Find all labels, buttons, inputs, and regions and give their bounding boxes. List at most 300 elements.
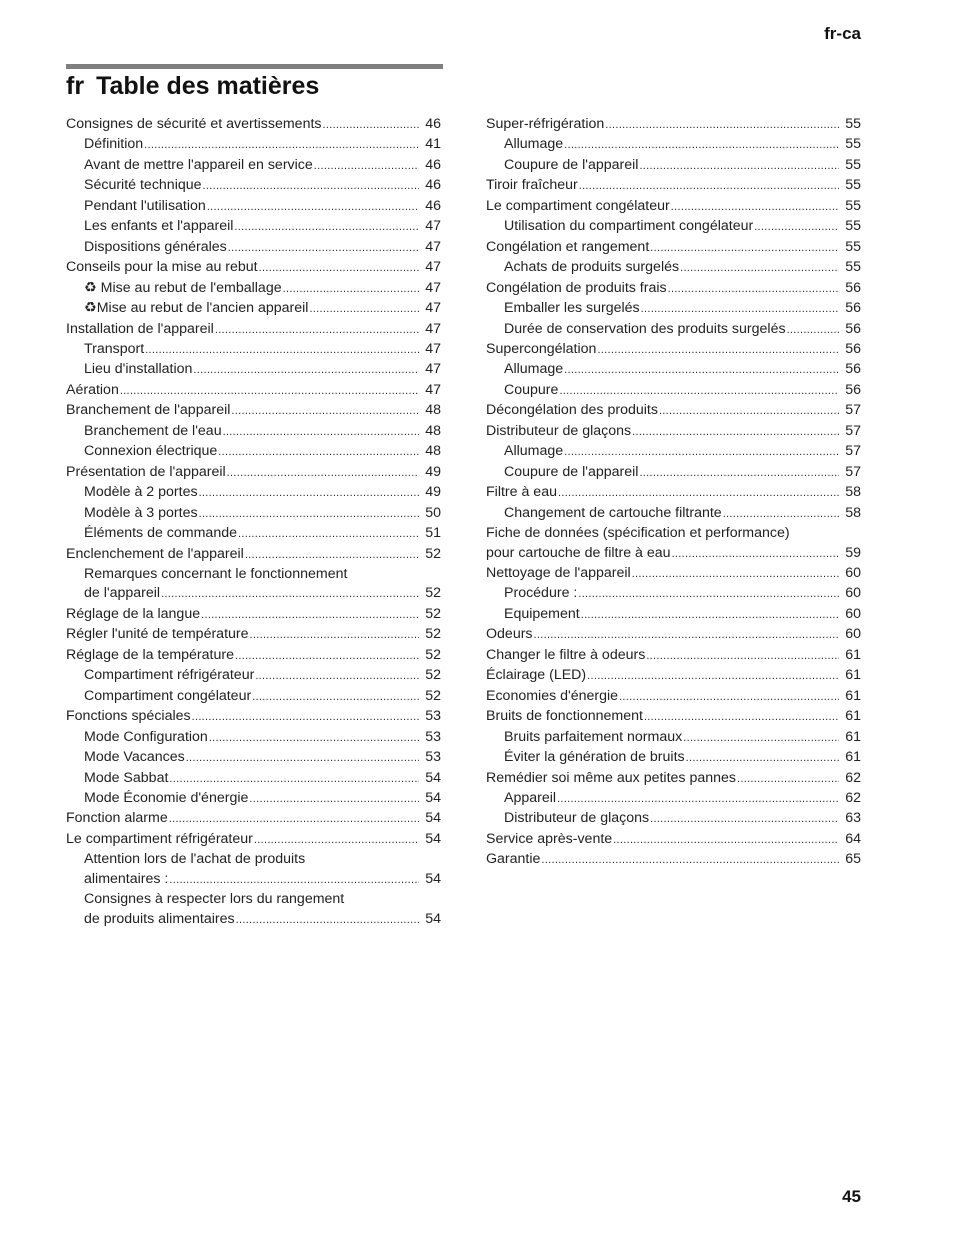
toc-entry[interactable] xyxy=(66,115,441,135)
toc-entry[interactable] xyxy=(66,748,441,768)
toc-entry-first-line[interactable]: Fiche de données (spécification et performance) xyxy=(486,525,790,542)
dot-leader xyxy=(144,136,419,155)
toc-entry[interactable] xyxy=(66,870,441,890)
toc-entry[interactable] xyxy=(486,340,861,360)
toc-entry-first-line[interactable]: Attention lors de l'achat de produits xyxy=(84,851,306,868)
dot-leader xyxy=(192,708,419,727)
toc-entry-label: Achats de produits surgelés xyxy=(504,259,680,276)
toc-entry[interactable] xyxy=(66,646,441,666)
toc-entry[interactable] xyxy=(486,850,861,870)
toc-entry-label: Fonction alarme xyxy=(66,810,168,827)
dot-leader xyxy=(639,464,839,483)
toc-entry-page: 47 xyxy=(425,381,441,398)
dot-leader xyxy=(671,198,839,217)
toc-entry-page: 52 xyxy=(425,605,441,622)
toc-entry-page: 52 xyxy=(425,667,441,684)
toc-entry[interactable] xyxy=(486,463,861,483)
toc-entry[interactable] xyxy=(66,910,441,930)
toc-entry-page: 63 xyxy=(845,810,861,827)
toc-entry-label: Durée de conservation des produits surgelés xyxy=(504,320,786,337)
toc-entry-label: Super-réfrigération xyxy=(486,116,605,132)
toc-entry[interactable] xyxy=(66,360,441,380)
toc-entry-label: Éléments de commande xyxy=(84,525,237,542)
dot-leader xyxy=(235,647,419,666)
toc-entry-page: 47 xyxy=(425,300,441,317)
toc-entry-page: 58 xyxy=(845,504,861,521)
toc-entry-label: Mode Sabbat xyxy=(84,769,169,786)
toc-entry-page: 47 xyxy=(425,279,441,296)
toc-entry-page: 55 xyxy=(845,259,861,276)
toc-column-right xyxy=(486,115,861,871)
toc-entry-page: 60 xyxy=(845,564,861,581)
toc-entry[interactable] xyxy=(66,279,441,299)
toc-entry-label: de produits alimentaires xyxy=(84,910,235,927)
toc-entry-page: 65 xyxy=(845,851,861,868)
toc-entry-page: 48 xyxy=(425,443,441,460)
dot-leader xyxy=(223,423,419,442)
toc-entry[interactable] xyxy=(66,483,441,503)
toc-entry-page: 48 xyxy=(425,402,441,419)
toc-entry[interactable] xyxy=(486,238,861,258)
toc-entry[interactable] xyxy=(66,769,441,789)
toc-entry[interactable] xyxy=(486,381,861,401)
toc-entry-page: 55 xyxy=(845,238,861,255)
dot-leader xyxy=(723,505,839,524)
toc-entry[interactable] xyxy=(66,830,441,850)
toc-entry[interactable] xyxy=(66,524,441,544)
toc-entry-page: 62 xyxy=(845,789,861,806)
toc-entry-label: Allumage xyxy=(504,443,564,460)
toc-entry[interactable] xyxy=(486,748,861,768)
dot-leader xyxy=(249,790,419,809)
dot-leader xyxy=(199,505,419,524)
toc-entry-label: ♻Mise au rebut de l'ancien appareil xyxy=(84,300,309,317)
toc-entry-page: 49 xyxy=(425,484,441,501)
toc-entry-label: Dispositions générales xyxy=(84,238,227,255)
toc-entry[interactable] xyxy=(66,320,441,340)
dot-leader xyxy=(754,218,839,237)
toc-entry[interactable] xyxy=(66,687,441,707)
toc-entry[interactable] xyxy=(66,707,441,727)
toc-entry[interactable] xyxy=(66,238,441,258)
dot-leader xyxy=(787,321,839,340)
toc-entry-page: 52 xyxy=(425,545,441,562)
toc-entry-label: Installation de l'appareil xyxy=(66,320,214,337)
toc-entry-label: Distributeur de glaçons xyxy=(504,810,650,827)
toc-entry-label: Nettoyage de l'appareil xyxy=(486,564,631,581)
toc-entry[interactable] xyxy=(66,176,441,196)
toc-entry-page: 59 xyxy=(845,544,861,561)
title-language-code: fr xyxy=(66,72,85,100)
toc-entry-label: Branchement de l'eau xyxy=(84,422,222,439)
dot-leader xyxy=(169,810,419,829)
toc-entry-label: de l'appareil xyxy=(84,585,161,602)
toc-entry[interactable] xyxy=(486,809,861,829)
toc-entry-label: Enclenchement de l'appareil xyxy=(66,545,244,562)
toc-entry-page: 47 xyxy=(425,259,441,276)
toc-entry-label: Garantie xyxy=(486,851,541,868)
toc-entry-label: Avant de mettre l'appareil en service xyxy=(84,156,313,173)
toc-entry-label: Transport xyxy=(84,340,145,357)
dot-leader xyxy=(564,361,839,380)
toc-entry-label: Éviter la génération de bruits xyxy=(504,749,685,766)
toc-entry[interactable] xyxy=(486,666,861,686)
toc-entry[interactable] xyxy=(66,625,441,645)
dot-leader xyxy=(309,300,419,319)
toc-entry-page: 55 xyxy=(845,136,861,153)
toc-entry[interactable] xyxy=(66,809,441,829)
toc-entry-label: Tiroir fraîcheur xyxy=(486,177,578,194)
toc-entry-label: Mode Vacances xyxy=(84,749,185,766)
dot-leader xyxy=(193,361,419,380)
toc-entry-label: Remédier soi même aux petites pannes xyxy=(486,769,736,786)
dot-leader xyxy=(564,443,839,462)
toc-entry-label: Compartiment réfrigérateur xyxy=(84,667,255,684)
toc-entry-page: 58 xyxy=(845,484,861,501)
toc-entry[interactable] xyxy=(486,320,861,340)
toc-entry-label: Service après-vente xyxy=(486,830,613,847)
toc-entry-page: 47 xyxy=(425,340,441,357)
dot-leader xyxy=(597,341,839,360)
dot-leader xyxy=(613,831,839,850)
toc-entry-label: Distributeur de glaçons xyxy=(486,422,632,439)
toc-entry-label: Pendant l'utilisation xyxy=(84,197,206,214)
dot-leader xyxy=(534,626,839,645)
toc-entry[interactable] xyxy=(66,381,441,401)
toc-entry[interactable] xyxy=(66,156,441,176)
toc-entry[interactable] xyxy=(486,299,861,319)
toc-entry[interactable] xyxy=(486,217,861,237)
dot-leader xyxy=(559,382,839,401)
toc-entry-label: Filtre à eau xyxy=(486,484,557,501)
toc-entry[interactable] xyxy=(486,544,861,564)
toc-entry-page: 61 xyxy=(845,728,861,745)
dot-leader xyxy=(564,136,839,155)
toc-entry[interactable] xyxy=(486,258,861,278)
dot-leader xyxy=(557,790,839,809)
toc-entry-label: Coupure de l'appareil xyxy=(504,156,639,173)
toc-entry-page: 56 xyxy=(845,361,861,378)
toc-entry-label: Définition xyxy=(84,136,144,153)
toc-entry-page: 47 xyxy=(425,238,441,255)
dot-leader xyxy=(683,729,839,748)
dot-leader xyxy=(201,606,419,625)
toc-entry[interactable] xyxy=(486,442,861,462)
dot-leader xyxy=(686,749,839,768)
toc-entry-page: 55 xyxy=(845,218,861,235)
toc-entry-label: Coupure xyxy=(504,381,559,398)
toc-entry-label: Conseils pour la mise au rebut xyxy=(66,259,258,276)
toc-entry[interactable] xyxy=(486,279,861,299)
toc-entry[interactable] xyxy=(66,217,441,237)
toc-entry-page: 54 xyxy=(425,769,441,786)
dot-leader xyxy=(250,626,419,645)
dot-leader xyxy=(231,402,419,421)
toc-entry-label: Consignes de sécurité et avertissements xyxy=(66,116,322,132)
toc-entry-page: 56 xyxy=(845,320,861,337)
toc-entry[interactable] xyxy=(486,707,861,727)
dot-leader xyxy=(228,239,419,258)
toc-entry[interactable] xyxy=(486,564,861,584)
dot-leader xyxy=(668,280,839,299)
dot-leader xyxy=(245,546,419,565)
dot-leader xyxy=(255,667,419,686)
toc-entry-label: Décongélation des produits xyxy=(486,402,658,419)
toc-entry-page: 46 xyxy=(425,116,441,132)
toc-entry-page: 54 xyxy=(425,910,441,927)
toc-entry-page: 60 xyxy=(845,626,861,643)
dot-leader xyxy=(578,585,839,604)
toc-entry-label: alimentaires : xyxy=(84,870,169,887)
toc-entry-first-line[interactable]: Consignes à respecter lors du rangement xyxy=(84,891,345,908)
toc-entry-label: Congélation et rangement xyxy=(486,238,650,255)
toc-entry-label: Supercongélation xyxy=(486,340,597,357)
toc-entry-label: Bruits parfaitement normaux xyxy=(504,728,683,745)
toc-entry-page: 55 xyxy=(845,156,861,173)
toc-entry-label: Connexion électrique xyxy=(84,443,218,460)
toc-entry[interactable] xyxy=(66,463,441,483)
toc-entry[interactable] xyxy=(486,197,861,217)
dot-leader xyxy=(283,280,419,299)
dot-leader xyxy=(209,729,419,748)
toc-entry-page: 52 xyxy=(425,626,441,643)
toc-entry-label: Compartiment congélateur xyxy=(84,687,252,704)
toc-entry-page: 57 xyxy=(845,443,861,460)
dot-leader xyxy=(234,218,419,237)
toc-entry-page: 41 xyxy=(425,136,441,153)
dot-leader xyxy=(659,402,839,421)
toc-entry[interactable] xyxy=(486,584,861,604)
toc-entry-page: 56 xyxy=(845,381,861,398)
toc-entry-page: 61 xyxy=(845,749,861,766)
toc-entry[interactable] xyxy=(66,605,441,625)
toc-entry-label: Fonctions spéciales xyxy=(66,708,191,725)
toc-entry-page: 55 xyxy=(845,177,861,194)
toc-entry-page: 61 xyxy=(845,646,861,663)
dot-leader xyxy=(737,770,839,789)
toc-entry[interactable] xyxy=(486,728,861,748)
toc-entry[interactable] xyxy=(66,442,441,462)
dot-leader xyxy=(632,423,839,442)
toc-entry-page: 54 xyxy=(425,789,441,806)
toc-entry-label: Odeurs xyxy=(486,626,533,643)
toc-entry-page: 56 xyxy=(845,340,861,357)
dot-leader xyxy=(236,911,419,930)
toc-entry[interactable] xyxy=(66,422,441,442)
toc-entry[interactable] xyxy=(486,504,861,524)
page-title xyxy=(66,72,319,101)
toc-entry-label: Changement de cartouche filtrante xyxy=(504,504,722,521)
toc-entry-label: Réglage de la température xyxy=(66,646,234,663)
toc-entry-page: 46 xyxy=(425,177,441,194)
dot-leader xyxy=(646,647,839,666)
dot-leader xyxy=(238,525,419,544)
toc-entry-label: Les enfants et l'appareil xyxy=(84,218,234,235)
toc-entry[interactable] xyxy=(66,258,441,278)
toc-entry-page: 55 xyxy=(845,197,861,214)
toc-entry-page: 56 xyxy=(845,279,861,296)
dot-leader xyxy=(254,831,419,850)
toc-entry-label: Le compartiment congélateur xyxy=(486,197,670,214)
toc-entry-label: Présentation de l'appareil xyxy=(66,463,226,480)
toc-entry-page: 50 xyxy=(425,504,441,521)
toc-entry-first-line[interactable]: Remarques concernant le fonctionnement xyxy=(84,565,348,582)
dot-leader xyxy=(581,606,839,625)
dot-leader xyxy=(558,484,839,503)
toc-entry[interactable] xyxy=(66,504,441,524)
toc-entry-label: Emballer les surgelés xyxy=(504,300,640,317)
dot-leader xyxy=(215,321,419,340)
toc-entry-label: Aération xyxy=(66,381,119,398)
toc-entry[interactable] xyxy=(486,156,861,176)
dot-leader xyxy=(120,382,419,401)
toc-entry[interactable] xyxy=(486,422,861,442)
toc-entry[interactable] xyxy=(66,401,441,421)
toc-entry-page: 47 xyxy=(425,361,441,378)
toc-entry-label: Changer le filtre à odeurs xyxy=(486,646,646,663)
toc-entry[interactable] xyxy=(66,135,441,155)
toc-entry-label: Modèle à 3 portes xyxy=(84,504,198,521)
toc-entry-page: 48 xyxy=(425,422,441,439)
toc-entry-page: 46 xyxy=(425,197,441,214)
toc-entry-label: Appareil xyxy=(504,789,557,806)
toc-entry-label: Branchement de l'appareil xyxy=(66,402,231,419)
toc-entry-page: 53 xyxy=(425,728,441,745)
dot-leader xyxy=(644,708,839,727)
toc-entry-page: 47 xyxy=(425,218,441,235)
toc-entry-page: 61 xyxy=(845,687,861,704)
toc-entry-page: 46 xyxy=(425,156,441,173)
dot-leader xyxy=(227,464,419,483)
toc-entry-page: 64 xyxy=(845,830,861,847)
dot-leader xyxy=(632,565,839,584)
toc-entry-label: Lieu d'installation xyxy=(84,361,193,378)
toc-entry-label: Utilisation du compartiment congélateur xyxy=(504,218,754,235)
language-tag: fr-ca xyxy=(824,24,861,43)
toc-entry-label: ♻ Mise au rebut de l'emballage xyxy=(84,279,282,296)
toc-entry-page: 57 xyxy=(845,402,861,419)
toc-entry-page: 55 xyxy=(845,116,861,132)
dot-leader xyxy=(169,871,419,890)
dot-leader xyxy=(680,259,839,278)
toc-entry-label: Réglage de la langue xyxy=(66,605,201,622)
dot-leader xyxy=(541,851,839,870)
toc-entry[interactable] xyxy=(66,728,441,748)
toc-entry-page: 61 xyxy=(845,667,861,684)
toc-entry-page: 57 xyxy=(845,463,861,480)
toc-entry[interactable] xyxy=(66,584,441,604)
toc-entry[interactable] xyxy=(486,646,861,666)
toc-entry-label: Congélation de produits frais xyxy=(486,279,667,296)
toc-entry-page: 62 xyxy=(845,769,861,786)
dot-leader xyxy=(169,770,419,789)
toc-entry-page: 57 xyxy=(845,422,861,439)
toc-entry-page: 52 xyxy=(425,687,441,704)
toc-entry-label: Allumage xyxy=(504,136,564,153)
toc-entry-label: Bruits de fonctionnement xyxy=(486,708,643,725)
toc-entry-label: Economies d'énergie xyxy=(486,687,619,704)
dot-leader xyxy=(203,177,419,196)
dot-leader xyxy=(323,116,420,135)
toc-entry-label: Coupure de l'appareil xyxy=(504,463,639,480)
toc-entry-label: Sécurité technique xyxy=(84,177,202,194)
dot-leader xyxy=(259,259,419,278)
toc-entry-page: 60 xyxy=(845,605,861,622)
toc-entry[interactable] xyxy=(486,605,861,625)
toc-entry[interactable] xyxy=(66,545,441,565)
dot-leader xyxy=(650,810,839,829)
toc-entry-label: Le compartiment réfrigérateur xyxy=(66,830,253,847)
toc-entry-label: Éclairage (LED) xyxy=(486,667,587,684)
toc-entry[interactable] xyxy=(66,666,441,686)
toc-entry-page: 54 xyxy=(425,810,441,827)
dot-leader xyxy=(186,749,419,768)
dot-leader xyxy=(199,484,419,503)
toc-entry-page: 52 xyxy=(425,646,441,663)
dot-leader xyxy=(639,157,839,176)
toc-entry-page: 54 xyxy=(425,870,441,887)
toc-entry[interactable] xyxy=(66,789,441,809)
dot-leader xyxy=(161,585,419,604)
toc-entry[interactable] xyxy=(66,340,441,360)
toc-entry[interactable] xyxy=(486,830,861,850)
toc-entry[interactable] xyxy=(486,401,861,421)
toc-entry-page: 53 xyxy=(425,749,441,766)
dot-leader xyxy=(252,688,419,707)
title-text: Table des matières xyxy=(96,72,320,100)
toc-entry[interactable] xyxy=(486,769,861,789)
toc-entry-page: 49 xyxy=(425,463,441,480)
toc-column-left xyxy=(66,115,441,930)
toc-entry-label: Mode Configuration xyxy=(84,728,208,745)
toc-entry[interactable] xyxy=(66,299,441,319)
toc-entry[interactable] xyxy=(486,176,861,196)
toc-entry[interactable] xyxy=(486,115,861,135)
toc-entry-page: 47 xyxy=(425,320,441,337)
dot-leader xyxy=(145,341,419,360)
toc-entry[interactable] xyxy=(486,625,861,645)
dot-leader xyxy=(605,116,839,135)
toc-entry-label: pour cartouche de filtre à eau xyxy=(486,544,671,561)
dot-leader xyxy=(218,443,419,462)
toc-entry-page: 60 xyxy=(845,585,861,602)
toc-entry-page: 56 xyxy=(845,300,861,317)
toc-entry[interactable] xyxy=(486,789,861,809)
dot-leader xyxy=(650,239,839,258)
dot-leader xyxy=(314,157,419,176)
toc-entry[interactable] xyxy=(486,483,861,503)
toc-entry-label: Procédure : xyxy=(504,585,578,602)
page-number: 45 xyxy=(842,1187,861,1206)
dot-leader xyxy=(672,545,839,564)
toc-entry[interactable] xyxy=(486,360,861,380)
toc-entry[interactable] xyxy=(66,197,441,217)
dot-leader xyxy=(579,177,839,196)
toc-entry-page: 53 xyxy=(425,708,441,725)
dot-leader xyxy=(587,667,839,686)
toc-entry-page: 54 xyxy=(425,830,441,847)
toc-entry-label: Mode Économie d'énergie xyxy=(84,789,249,806)
dot-leader xyxy=(207,198,419,217)
toc-entry[interactable] xyxy=(486,687,861,707)
toc-entry[interactable] xyxy=(486,135,861,155)
title-rule xyxy=(66,64,443,69)
toc-entry-label: Modèle à 2 portes xyxy=(84,484,198,501)
dot-leader xyxy=(641,300,839,319)
dot-leader xyxy=(619,688,839,707)
toc-entry-label: Allumage xyxy=(504,361,564,378)
toc-entry-page: 51 xyxy=(425,525,441,542)
